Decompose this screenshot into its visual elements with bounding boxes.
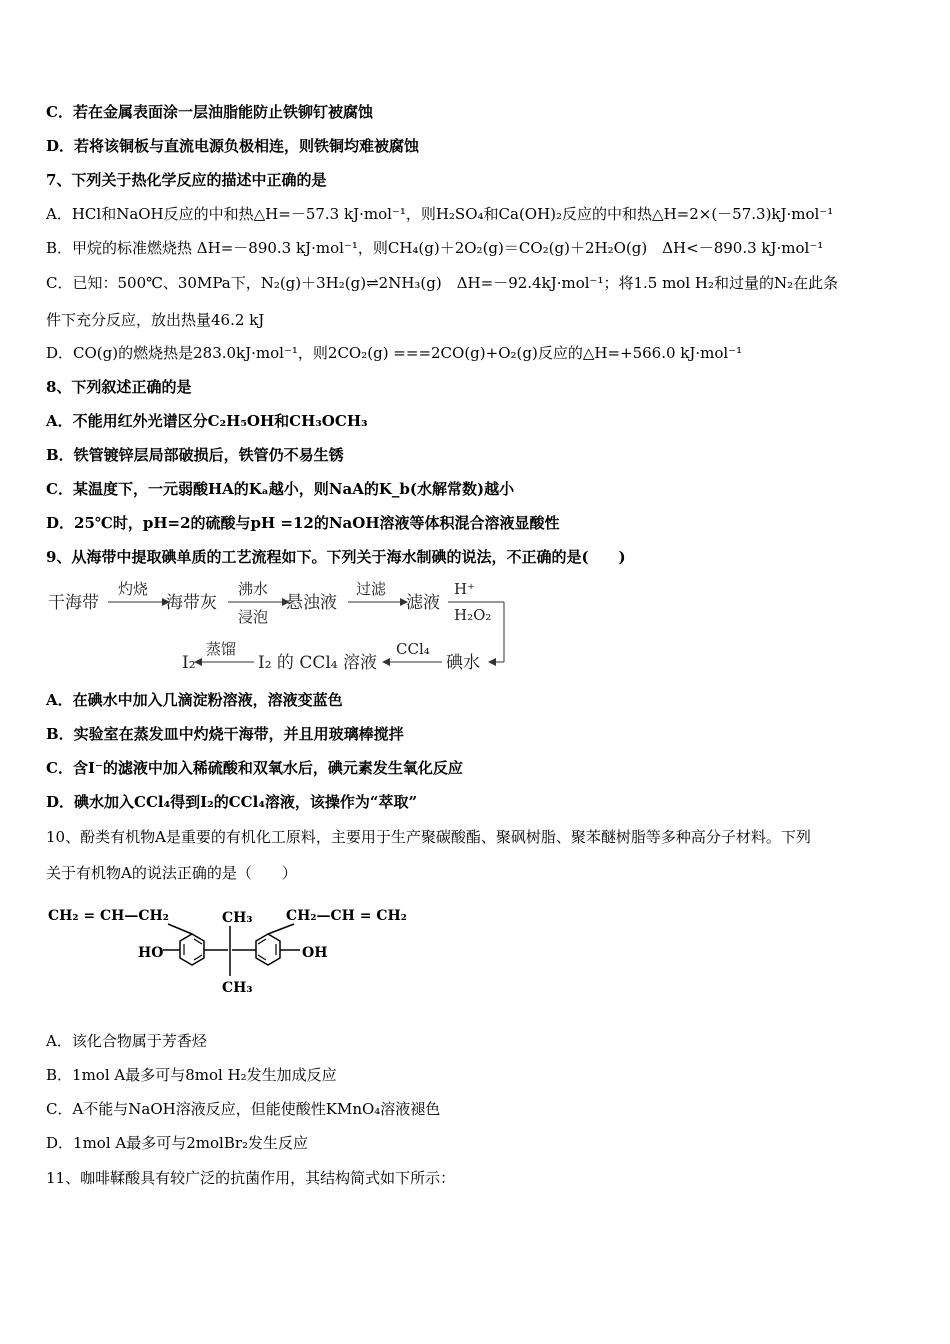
q8-option-b: B．铁管镀锌层局部破损后，铁管仍不易生锈 — [46, 446, 344, 464]
mol-right-hydroxyl: OH — [302, 945, 328, 961]
q10-option-d: D．1mol A最多可与2molBr₂发生反应 — [46, 1134, 309, 1152]
q8-option-c: C．某温度下，一元弱酸HA的Kₐ越小，则NaA的K_b(水解常数)越小 — [46, 480, 515, 498]
mol-top-methyl: CH₃ — [222, 910, 253, 926]
q6-option-d: D．若将该铜板与直流电源负极相连，则铁铜均难被腐蚀 — [46, 137, 420, 155]
flow-dry-kelp: 干海带 — [48, 593, 99, 613]
flow-boil-label: 沸水 — [238, 580, 269, 598]
mol-bottom-methyl: CH₃ — [222, 980, 253, 996]
flow-burn-label: 灼烧 — [118, 580, 149, 598]
q7-option-c: C．已知：500℃、30MPa下，N₂(g)＋3H₂(g)⇌2NH₃(g) ΔH=－92.4kJ·mol⁻¹；将1.5 mol H₂和过量的N₂在此条 — [46, 274, 839, 292]
q10-option-c: C．A不能与NaOH溶液反应，但能使酸性KMnO₄溶液褪色 — [46, 1100, 441, 1118]
q6-option-c: C．若在金属表面涂一层油脂能防止铁铆钉被腐蚀 — [46, 103, 373, 121]
q7-stem: 7、下列关于热化学反应的描述中正确的是 — [46, 171, 327, 189]
flow-h-plus-label: H⁺ — [454, 580, 475, 598]
flow-i2-product: I₂ — [182, 653, 196, 673]
q9-option-b: B．实验室在蒸发皿中灼烧干海带，并且用玻璃棒搅拌 — [46, 725, 404, 743]
q10-option-b: B．1mol A最多可与8mol H₂发生加成反应 — [46, 1066, 337, 1084]
q10-option-a: A．该化合物属于芳香烃 — [46, 1032, 207, 1050]
mol-right-allyl-chain: CH₂—CH = CH₂ — [286, 908, 407, 924]
q9-option-a: A．在碘水中加入几滴淀粉溶液，溶液变蓝色 — [46, 691, 343, 709]
q7-option-a: A．HCl和NaOH反应的中和热△H=－57.3 kJ·mol⁻¹，则H₂SO₄和Ca(OH)₂反应的中和热△H=2×(－57.3)kJ·mol⁻¹ — [46, 205, 834, 223]
q7-option-c-cont: 件下充分反应，放出热量46.2 kJ — [46, 311, 265, 329]
flow-ccl4-label: CCl₄ — [396, 640, 430, 658]
q7-option-b: B．甲烷的标准燃烧热 ΔH=－890.3 kJ·mol⁻¹，则CH₄(g)＋2O₂(g)＝CO₂(g)＋2H₂O(g) ΔH<－890.3 kJ·mol⁻¹ — [46, 239, 824, 257]
flow-i2-ccl4-solution: I₂ 的 CCl₄ 溶液 — [258, 653, 378, 673]
q9-stem: 9、从海带中提取碘单质的工艺流程如下。下列关于海水制碘的说法，不正确的是( ) — [46, 548, 626, 566]
q11-stem: 11、咖啡鞣酸具有较广泛的抗菌作用，其结构简式如下所示： — [46, 1169, 456, 1187]
q9-option-d: D．碘水加入CCl₄得到I₂的CCl₄溶液，该操作为“萃取” — [46, 793, 418, 811]
flow-distill-label: 蒸馏 — [206, 640, 237, 658]
flow-iodine-water: 碘水 — [446, 653, 480, 673]
flow-filtrate: 滤液 — [406, 593, 440, 613]
q7-option-d: D．CO(g)的燃烧热是283.0kJ·mol⁻¹，则2CO₂(g) ===2CO(g)+O₂(g)反应的△H=+566.0 kJ·mol⁻¹ — [46, 344, 743, 362]
q8-stem: 8、下列叙述正确的是 — [46, 378, 192, 396]
q9-option-c: C．含I⁻的滤液中加入稀硫酸和双氧水后，碘元素发生氧化反应 — [46, 759, 463, 777]
flow-suspension: 悬浊液 — [286, 593, 337, 613]
flow-soak-label: 浸泡 — [238, 608, 269, 626]
flow-h2o2-label: H₂O₂ — [454, 606, 492, 624]
flow-kelp-ash: 海带灰 — [166, 593, 217, 613]
q10-stem-cont: 关于有机物A的说法正确的是（ ） — [46, 864, 297, 882]
compound-a-structure — [48, 900, 428, 1000]
mol-left-allyl-chain: CH₂ = CH—CH₂ — [48, 908, 169, 924]
mol-left-hydroxyl: HO — [138, 945, 164, 961]
q8-option-d: D．25℃时，pH=2的硫酸与pH =12的NaOH溶液等体积混合溶液显酸性 — [46, 514, 560, 532]
flow-filter-label: 过滤 — [356, 580, 387, 598]
q10-stem: 10、酚类有机物A是重要的有机化工原料，主要用于生产聚碳酸酯、聚砜树脂、聚苯醚树脂等多种高分子材料。下列 — [46, 828, 811, 846]
iodine-extraction-flowchart — [44, 576, 524, 678]
q8-option-a: A．不能用红外光谱区分C₂H₅OH和CH₃OCH₃ — [46, 412, 368, 430]
